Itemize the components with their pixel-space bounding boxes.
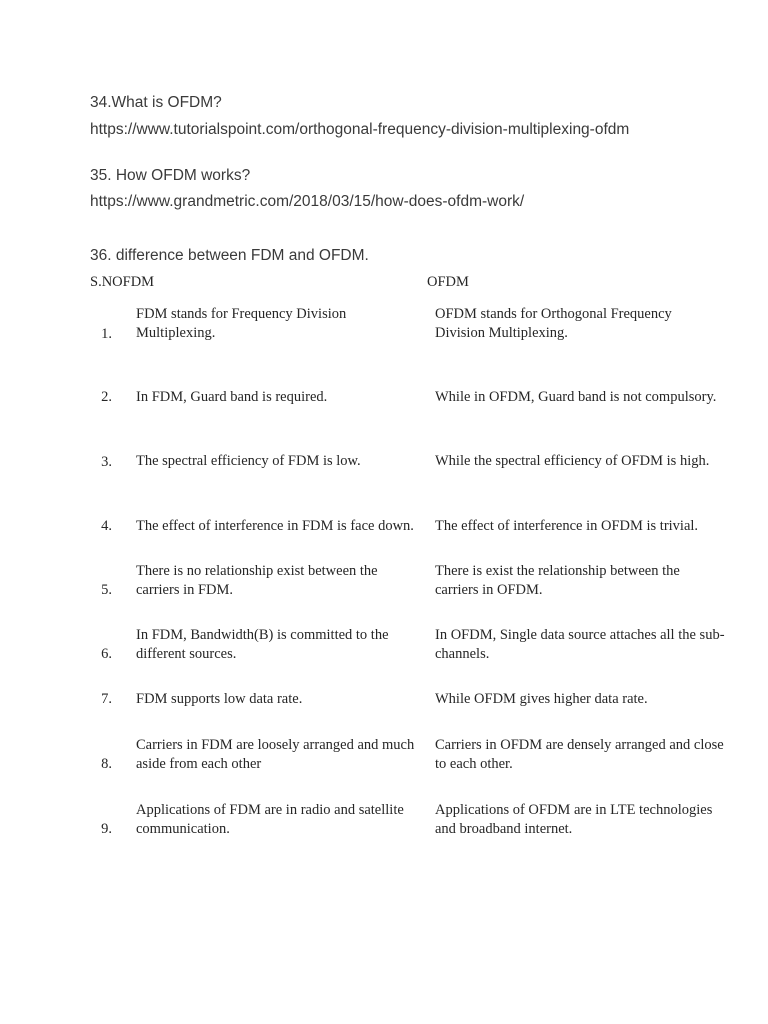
table-row bbox=[88, 364, 728, 420]
table-row bbox=[88, 558, 728, 614]
row-number: 8. bbox=[101, 756, 112, 772]
ofdm-cell: Applications of OFDM are in LTE technologies and broadband internet. bbox=[435, 802, 713, 837]
fdm-cell: In FDM, Bandwidth(B) is committed to the different sources. bbox=[136, 627, 389, 662]
ofdm-cell: While the spectral efficiency of OFDM is high. bbox=[435, 453, 710, 469]
ofdm-cell: While in OFDM, Guard band is not compulsory. bbox=[435, 389, 717, 405]
question-36: 36. difference between FDM and OFDM. bbox=[90, 247, 369, 264]
row-number: 7. bbox=[101, 691, 112, 707]
link-grandmetric[interactable]: https://www.grandmetric.com/2018/03/15/how-does-ofdm-work/ bbox=[90, 193, 525, 210]
ofdm-cell: Carriers in OFDM are densely arranged and close to each other. bbox=[435, 737, 724, 772]
fdm-cell: There is no relationship exist between the carriers in FDM. bbox=[136, 563, 378, 598]
row-number: 3. bbox=[101, 454, 112, 470]
table-header-sno-fdm: S.NOFDM bbox=[90, 274, 155, 290]
question-35: 35. How OFDM works? bbox=[90, 167, 251, 184]
table-row bbox=[88, 732, 728, 788]
fdm-cell: Carriers in FDM are loosely arranged and much aside from each other bbox=[136, 737, 415, 772]
fdm-cell: FDM supports low data rate. bbox=[136, 691, 303, 707]
fdm-cell: FDM stands for Frequency Division Multiplexing. bbox=[136, 306, 347, 341]
table-row bbox=[88, 428, 728, 484]
ofdm-cell: OFDM stands for Orthogonal Frequency Division Multiplexing. bbox=[435, 306, 672, 341]
fdm-cell: In FDM, Guard band is required. bbox=[136, 389, 328, 405]
fdm-cell: The spectral efficiency of FDM is low. bbox=[136, 453, 361, 469]
link-tutorialspoint[interactable]: https://www.tutorialspoint.com/orthogonal-frequency-division-multiplexing-ofdm bbox=[90, 121, 630, 138]
fdm-cell: The effect of interference in FDM is face down. bbox=[136, 518, 414, 534]
row-number: 4. bbox=[101, 518, 112, 534]
table-row bbox=[88, 493, 728, 549]
row-number: 1. bbox=[101, 326, 112, 342]
table-row bbox=[88, 300, 728, 356]
ofdm-cell: There is exist the relationship between the carriers in OFDM. bbox=[435, 563, 680, 598]
table-row bbox=[88, 797, 728, 853]
row-number: 5. bbox=[101, 582, 112, 598]
ofdm-cell: In OFDM, Single data source attaches all the sub-channels. bbox=[435, 627, 725, 662]
fdm-cell: Applications of FDM are in radio and satellite communication. bbox=[136, 802, 404, 837]
question-34: 34.What is OFDM? bbox=[90, 94, 222, 111]
row-number: 9. bbox=[101, 821, 112, 837]
table-row bbox=[88, 622, 728, 678]
row-number: 2. bbox=[101, 389, 112, 405]
row-number: 6. bbox=[101, 646, 112, 662]
table-header-ofdm: OFDM bbox=[427, 274, 469, 290]
ofdm-cell: The effect of interference in OFDM is trivial. bbox=[435, 518, 699, 534]
ofdm-cell: While OFDM gives higher data rate. bbox=[435, 691, 648, 707]
